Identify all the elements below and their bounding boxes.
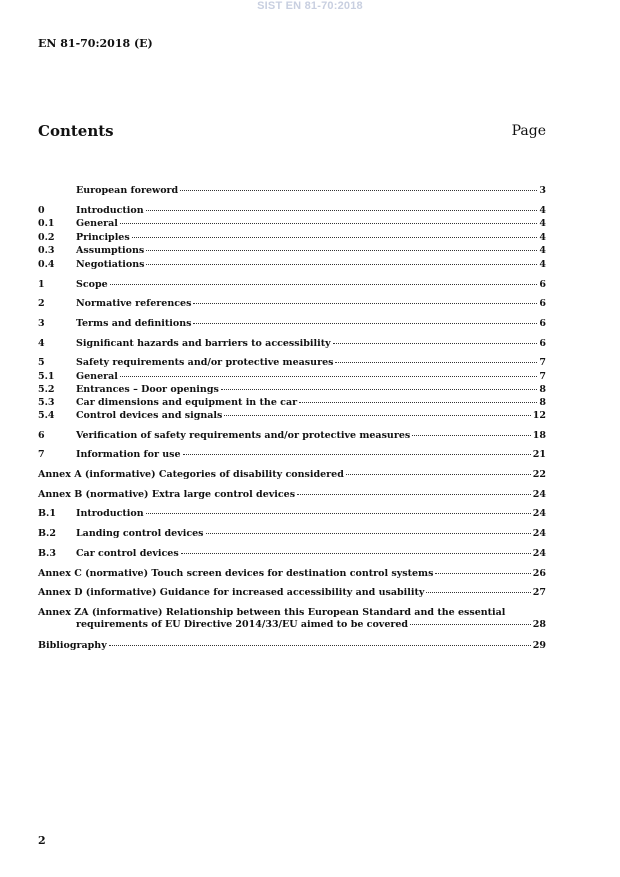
dot-leader <box>109 644 531 646</box>
toc-page: 24 <box>532 508 546 519</box>
dot-leader <box>435 572 530 574</box>
toc-entry[interactable] <box>38 528 546 540</box>
toc-entry[interactable] <box>38 548 546 560</box>
dot-leader <box>333 342 538 344</box>
toc-title: Principles <box>76 232 130 243</box>
dot-leader <box>146 512 531 514</box>
toc-entry[interactable] <box>38 185 546 197</box>
page-number: 2 <box>38 834 46 847</box>
contents-title: Contents <box>38 122 114 140</box>
dot-leader <box>412 434 531 436</box>
toc-title: Annex ZA (informative) Relationship between this European Standard and the essential <box>38 607 506 618</box>
toc-entry[interactable] <box>38 640 546 652</box>
toc-number: 3 <box>38 318 45 329</box>
toc-page: 28 <box>532 619 546 630</box>
dot-leader <box>206 532 531 534</box>
toc-page: 8 <box>539 384 546 395</box>
toc-number: 5.4 <box>38 410 55 421</box>
dot-leader <box>224 414 530 416</box>
toc-title: Annex C (normative) Touch screen devices for destination control systems <box>38 568 434 579</box>
toc-entry[interactable] <box>38 205 546 217</box>
toc-page: 12 <box>532 410 546 421</box>
dot-leader <box>110 283 538 285</box>
toc-page: 4 <box>539 232 546 243</box>
toc-entry-annex-za[interactable] <box>38 607 546 631</box>
toc-entry[interactable] <box>38 469 546 481</box>
dot-leader <box>146 209 538 211</box>
toc-title: European foreword <box>76 185 179 196</box>
toc-entry[interactable] <box>38 508 546 520</box>
watermark: SIST EN 81-70:2018 <box>257 0 363 12</box>
toc-number: 0.4 <box>38 259 55 270</box>
toc-page: 22 <box>532 469 546 480</box>
toc-title: Negotiations <box>76 259 145 270</box>
toc-page: 6 <box>539 338 546 349</box>
toc-title: Annex B (normative) Extra large control devices <box>38 489 296 500</box>
dot-leader <box>297 493 531 495</box>
dot-leader <box>221 388 538 390</box>
toc-title: General <box>76 371 118 382</box>
toc-page: 8 <box>539 397 546 408</box>
toc-title: Assumptions <box>76 245 145 256</box>
toc-number: 0.1 <box>38 218 55 229</box>
dot-leader <box>120 375 537 377</box>
toc-page: 4 <box>539 259 546 270</box>
dot-leader <box>146 263 537 265</box>
toc-entry[interactable] <box>38 371 546 383</box>
toc-page: 21 <box>532 449 546 460</box>
toc-page: 24 <box>532 528 546 539</box>
toc-entry[interactable] <box>38 338 546 350</box>
toc-entry[interactable] <box>38 397 546 409</box>
dot-leader <box>193 322 537 324</box>
dot-leader <box>346 473 531 475</box>
dot-leader <box>146 249 537 251</box>
toc-number: 4 <box>38 338 45 349</box>
toc-page: 6 <box>539 279 546 290</box>
toc-page: 27 <box>532 587 546 598</box>
toc-number: 5.2 <box>38 384 55 395</box>
toc-title: Entrances – Door openings <box>76 384 219 395</box>
toc-entry[interactable] <box>38 298 546 310</box>
toc-page: 18 <box>532 430 546 441</box>
dot-leader <box>299 401 537 403</box>
toc-entry[interactable] <box>38 318 546 330</box>
toc-page: 4 <box>539 218 546 229</box>
toc-page: 26 <box>532 568 546 579</box>
toc-title: Landing control devices <box>76 528 204 539</box>
toc-entry[interactable] <box>38 587 546 599</box>
dot-leader <box>426 591 530 593</box>
toc-page: 29 <box>532 640 546 651</box>
toc-page: 7 <box>539 357 546 368</box>
toc-number: B.1 <box>38 508 56 519</box>
toc-title: Introduction <box>76 205 144 216</box>
dot-leader <box>132 236 538 238</box>
toc-number: B.2 <box>38 528 56 539</box>
document-id: EN 81-70:2018 (E) <box>38 37 153 50</box>
toc-page: 6 <box>539 318 546 329</box>
toc-title: Control devices and signals <box>76 410 223 421</box>
toc-page: 3 <box>539 185 546 196</box>
dot-leader <box>183 453 531 455</box>
toc-number: 5.1 <box>38 371 55 382</box>
toc-entry[interactable] <box>38 384 546 396</box>
toc-page: 6 <box>539 298 546 309</box>
dot-leader <box>180 189 537 191</box>
toc-number: 5 <box>38 357 45 368</box>
toc-title: Car control devices <box>76 548 179 559</box>
toc-page: 24 <box>532 489 546 500</box>
toc-number: 0 <box>38 205 45 216</box>
toc-entry[interactable] <box>38 568 546 580</box>
toc-title: Safety requirements and/or protective measures <box>76 357 334 368</box>
toc-entry[interactable] <box>38 357 546 369</box>
toc-title: Bibliography <box>38 640 107 651</box>
toc-entry[interactable] <box>38 245 546 257</box>
toc-entry[interactable] <box>38 218 546 230</box>
toc-number: 7 <box>38 449 45 460</box>
toc-page: 24 <box>532 548 546 559</box>
toc-entry[interactable] <box>38 489 546 501</box>
toc-number: 2 <box>38 298 45 309</box>
dot-leader <box>335 361 537 363</box>
toc-page: 7 <box>539 371 546 382</box>
page-column-label: Page <box>511 123 546 139</box>
toc-page: 4 <box>539 245 546 256</box>
toc-title: General <box>76 218 118 229</box>
toc-number: B.3 <box>38 548 56 559</box>
toc-title: Car dimensions and equipment in the car <box>76 397 298 408</box>
toc-title: Annex D (informative) Guidance for increased accessibility and usability <box>38 587 425 598</box>
toc-entry[interactable] <box>38 410 546 422</box>
dot-leader <box>193 302 537 304</box>
toc-title: Information for use <box>76 449 181 460</box>
toc-title: Annex A (informative) Categories of disability considered <box>38 469 344 480</box>
toc-entry[interactable] <box>38 279 546 291</box>
toc-title: Normative references <box>76 298 192 309</box>
dot-leader <box>120 222 537 224</box>
toc-title: Scope <box>76 279 108 290</box>
toc-number: 5.3 <box>38 397 55 408</box>
toc-number: 6 <box>38 430 45 441</box>
toc-entry[interactable] <box>38 449 546 461</box>
toc-page: 4 <box>539 205 546 216</box>
toc-title: Significant hazards and barriers to accessibility <box>76 338 331 349</box>
toc-title: Introduction <box>76 508 144 519</box>
toc-title-continuation: requirements of EU Directive 2014/33/EU aimed to be covered <box>76 619 409 630</box>
toc-number: 1 <box>38 279 45 290</box>
toc-entry[interactable] <box>38 232 546 244</box>
toc-entry[interactable] <box>38 430 546 442</box>
dot-leader <box>410 623 531 625</box>
toc-number: 0.3 <box>38 245 55 256</box>
toc-title: Terms and definitions <box>76 318 192 329</box>
toc-title: Verification of safety requirements and/or protective measures <box>76 430 411 441</box>
toc-entry[interactable] <box>38 259 546 271</box>
dot-leader <box>181 552 531 554</box>
toc-number: 0.2 <box>38 232 55 243</box>
